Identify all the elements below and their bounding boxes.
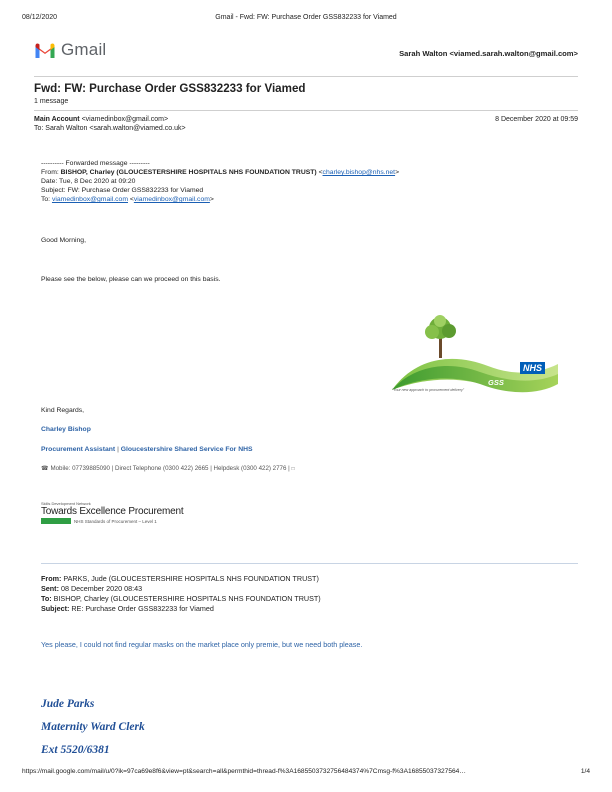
gmail-logo[interactable]: [34, 40, 106, 60]
print-url: https://mail.google.com/mail/u/0?ik=97ca69e8f6&view=pt&search=all&permthid=thread-f%3A1685503732756484374%7Cmsg-f%3A16855037327564…: [22, 768, 466, 775]
quoted-sig-ext: Ext 5520/6381: [41, 744, 110, 756]
sender-line: [34, 116, 168, 123]
phone-icon: ☎: [41, 465, 49, 472]
quoted-subject-value: RE: Purchase Order GSS832233 for Viamed: [71, 604, 214, 613]
regards: Kind Regards,: [41, 407, 85, 414]
forward-from-email-link[interactable]: charley.bishop@nhs.net: [322, 169, 396, 176]
signature-separator: |: [117, 446, 119, 453]
quoted-to-value: BISHOP, Charley (GLOUCESTERSHIRE HOSPITALS NHS FOUNDATION TRUST): [53, 594, 321, 603]
quoted-divider: [41, 563, 578, 564]
quoted-sent-value: 08 December 2020 08:43: [60, 584, 143, 593]
signature-phone: Mobile: 07739885090 | Direct Telephone (0300 422) 2665 | Helpdesk (0300 422) 2776 |: [50, 465, 290, 472]
email-date: 8 December 2020 at 09:59: [495, 116, 578, 123]
subject-divider: [34, 110, 578, 111]
badge-small-text: Skills Development Network: [41, 501, 91, 506]
external-link-icon: □: [291, 466, 295, 472]
greeting: Good Morning,: [41, 237, 86, 244]
forward-to-label: To:: [41, 196, 52, 203]
quoted-from-value: PARKS, Jude (GLOUCESTERSHIRE HOSPITALS NHS FOUNDATION TRUST): [63, 574, 319, 583]
signature-org: Gloucestershire Shared Service For NHS: [120, 446, 253, 453]
badge-green-bar: [41, 518, 71, 524]
logo-tagline: "Your new approach to procurement delivery": [392, 388, 465, 392]
signature-role: Procurement Assistant: [41, 446, 116, 453]
signature-role-line: [41, 446, 253, 453]
recipient-line: To: Sarah Walton <sarah.walton@viamed.co.uk>: [34, 125, 186, 132]
gmail-m-icon: [34, 42, 56, 59]
quoted-sig-name: Jude Parks: [41, 698, 95, 710]
quoted-sent: [41, 584, 142, 593]
forward-to: To: viamedinbox@gmail.com <viamedinbox@gmail.com>: [41, 196, 214, 203]
towards-excellence-badge: [41, 501, 183, 524]
forward-from: From: BISHOP, Charley (GLOUCESTERSHIRE HOSPITALS NHS FOUNDATION TRUST) <charley.bishop@nhs.net>: [41, 169, 400, 176]
sender-address: <viamedinbox@gmail.com>: [81, 116, 169, 123]
message-count: 1 message: [34, 98, 69, 105]
signature-phone-line: [41, 465, 295, 472]
forward-from-name: BISHOP, Charley (GLOUCESTERSHIRE HOSPITALS NHS FOUNDATION TRUST): [60, 169, 317, 176]
body-text: Please see the below, please can we proceed on this basis.: [41, 276, 221, 283]
quoted-sig-role: Maternity Ward Clerk: [41, 721, 145, 733]
gss-brand-text: GSS: [488, 378, 504, 387]
quoted-from-label: From:: [41, 574, 62, 583]
quoted-reply-text: Yes please, I could not find regular masks on the market place only premie, but we need both please.: [41, 640, 363, 649]
nhs-badge: NHS: [520, 362, 545, 374]
print-page-number: 1/4: [580, 768, 590, 775]
print-date: 08/12/2020: [22, 14, 58, 21]
forward-subject: Subject: FW: Purchase Order GSS832233 for Viamed: [41, 187, 204, 194]
forward-divider: ---------- Forwarded message ---------: [41, 160, 150, 167]
quoted-subject: [41, 604, 214, 613]
badge-sub-text: NHS Standards of Procurement – Level 1: [74, 518, 157, 524]
quoted-sent-label: Sent:: [41, 584, 59, 593]
quoted-from: [41, 574, 319, 583]
forward-from-label: From:: [41, 169, 61, 176]
badge-main-text: Towards Excellence Procurement: [41, 506, 184, 517]
forward-to-email-link[interactable]: viamedinbox@gmail.com: [51, 196, 128, 203]
quoted-to: [41, 594, 321, 603]
quoted-subject-label: Subject:: [41, 604, 70, 613]
quoted-to-label: To:: [41, 594, 52, 603]
signature-name: Charley Bishop: [41, 426, 91, 433]
gmail-wordmark: Gmail: [61, 40, 107, 59]
forward-to-email-link-2[interactable]: viamedinbox@gmail.com: [133, 196, 210, 203]
header-divider: [34, 76, 578, 77]
gss-nhs-logo: [388, 314, 560, 402]
sender-name: Main Account: [34, 116, 80, 123]
account-email: Sarah Walton <viamed.sarah.walton@gmail.com>: [399, 49, 578, 58]
email-subject: Fwd: FW: Purchase Order GSS832233 for Viamed: [34, 82, 306, 95]
print-title: Gmail - Fwd: FW: Purchase Order GSS832233 for Viamed: [215, 14, 397, 21]
forward-date: Date: Tue, 8 Dec 2020 at 09:20: [41, 178, 136, 185]
